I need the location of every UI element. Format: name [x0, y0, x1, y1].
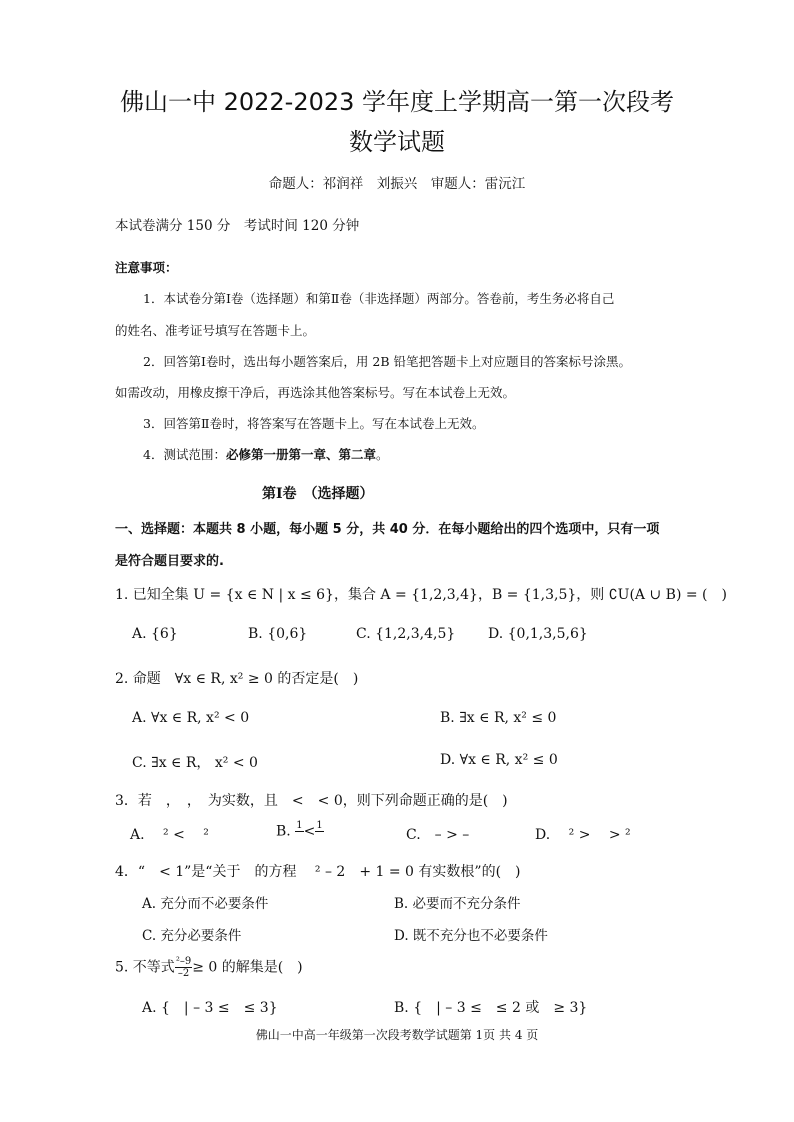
section-instruction-1: 一、选择题：本题共 8 小题，每小题 5 分，共 40 分．在每小题给出的四个选项中，只有一项 — [115, 522, 660, 537]
q4-option-b: B. 必要而不充分条件 — [394, 896, 521, 912]
notice-item-1b: 的姓名、准考证号填写在答题卡上。 — [115, 323, 316, 338]
q5-frac-den: –2 — [177, 968, 190, 979]
exam-authors: 命题人：祁润祥 刘振兴 审题人：雷沅江 — [268, 176, 526, 192]
q3-frac-right-num: 1 — [316, 820, 323, 831]
exam-subtitle: 数学试题 — [349, 128, 445, 156]
q3-stem: 3．若 ， ， 为实数，且 < < 0，则下列命题正确的是( ) — [115, 793, 508, 809]
notice-heading: 注意事项： — [115, 260, 178, 275]
q5-frac-num: ²–9 — [175, 956, 192, 967]
section-title: 第Ⅰ卷 （选择题） — [262, 486, 374, 502]
q2-stem: 2. 命题 ∀x ∈ R, x² ≥ 0 的否定是( ) — [115, 671, 359, 687]
q4-stem: 4．“ < 1”是“关于 的方程 ² – 2 + 1 = 0 有实数根”的( ) — [115, 864, 521, 880]
q4-option-c: C. 充分必要条件 — [142, 928, 242, 944]
q5-option-a: A. { | – 3 ≤ ≤ 3} — [142, 1000, 278, 1016]
q1-option-b: B. {0,6} — [248, 626, 308, 642]
q2-option-c: C. ∃x ∈ R， x² < 0 — [132, 755, 258, 771]
q3-option-d: D. ² > > ² — [535, 827, 631, 843]
exam-info: 本试卷满分 150 分 考试时间 120 分钟 — [115, 218, 360, 234]
q3-option-b-label: B. — [276, 823, 291, 840]
q5-option-b: B. { | – 3 ≤ ≤ 2 或 ≥ 3} — [394, 1000, 588, 1016]
q5-stem — [115, 956, 303, 979]
q2-option-d: D. ∀x ∈ R, x² ≤ 0 — [440, 752, 558, 768]
notice-item-2a: 2．回答第Ⅰ卷时，选出每小题答案后，用 2B 铅笔把答题卡上对应题目的答案标号涂黑。 — [143, 354, 631, 369]
q4-option-a: A. 充分而不必要条件 — [142, 896, 269, 912]
q3-option-a: A. ² < ² — [130, 827, 209, 843]
notice-item-4-suffix: 。 — [375, 447, 389, 462]
q3-frac-left-num: 1 — [296, 820, 303, 831]
page-footer: 佛山一中高一年级第一次段考数学试题第 1页 共 4 页 — [255, 1028, 539, 1042]
notice-item-4 — [143, 445, 389, 463]
notice-item-3: 3．回答第Ⅱ卷时，将答案写在答题卡上。写在本试卷上无效。 — [143, 416, 485, 431]
q1-option-a: A. {6} — [132, 626, 178, 642]
q5-fraction — [175, 956, 192, 979]
q3-option-b-frac-right — [315, 820, 323, 843]
exam-title: 佛山一中 2022-2023 学年度上学期高一第一次段考 — [119, 88, 675, 116]
q4-option-d: D. 既不充分也不必要条件 — [394, 928, 548, 944]
notice-item-1a: 1．本试卷分第Ⅰ卷（选择题）和第Ⅱ卷（非选择题）两部分。答卷前，考生务必将自己 — [143, 291, 615, 306]
notice-item-4-prefix: 4．测试范围： — [143, 447, 226, 462]
q2-option-b: B. ∃x ∈ R, x² ≤ 0 — [440, 710, 557, 726]
notice-item-2b: 如需改动，用橡皮擦干净后，再选涂其他答案标号。写在本试卷上无效。 — [115, 385, 516, 400]
q5-stem-suffix: ≥ 0 的解集是( ) — [192, 959, 303, 976]
section-instruction-2: 是符合题目要求的. — [115, 554, 224, 569]
notice-item-4-scope: 必修第一册第一章、第二章 — [225, 447, 376, 462]
q3-option-b-frac-left — [295, 820, 303, 843]
q1-stem: 1. 已知全集 U = {x ∈ N | x ≤ 6}，集合 A = {1,2,3,4}，B = {1,3,5}，则 ∁U(A ∪ B) = ( ) — [115, 587, 727, 603]
q5-stem-prefix: 5. 不等式 — [115, 959, 175, 976]
q1-option-c: C. {1,2,3,4,5} — [356, 626, 456, 642]
q3-option-b — [276, 820, 324, 843]
q3-option-b-lt: < — [303, 823, 316, 840]
q3-option-c: C. – > – — [406, 827, 470, 843]
q1-option-d: D. {0,1,3,5,6} — [488, 626, 588, 642]
q2-option-a: A. ∀x ∈ R, x² < 0 — [132, 710, 250, 726]
